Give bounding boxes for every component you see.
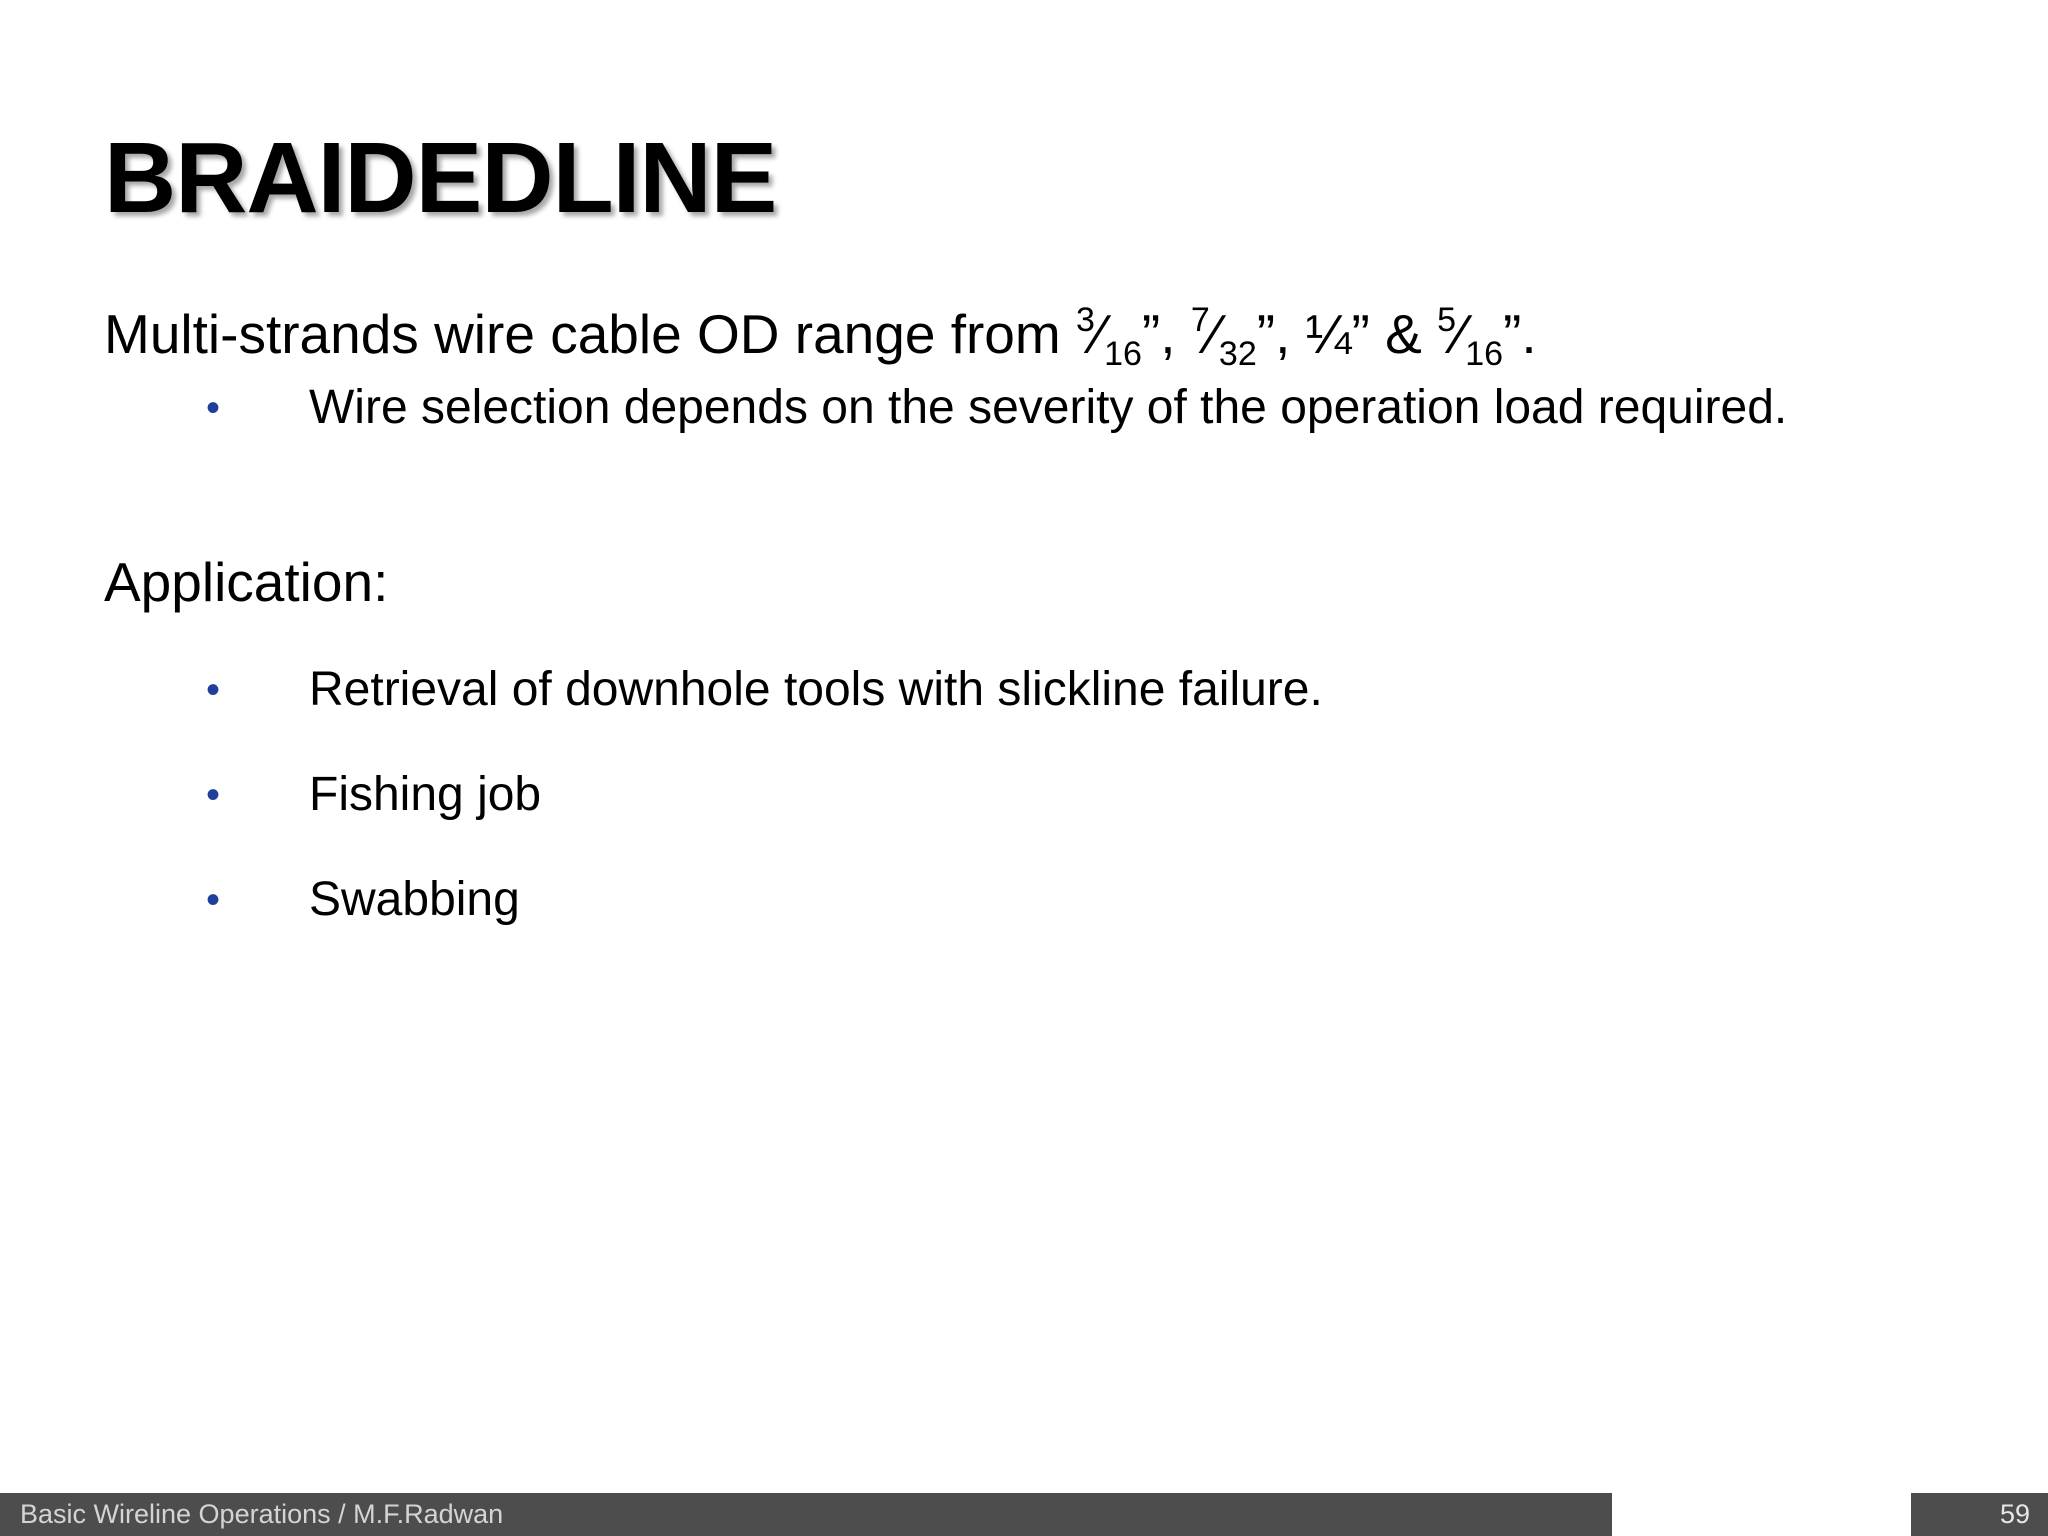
fraction-5-16: $^5⁄_{16}$ bbox=[1437, 301, 1504, 373]
page-number-box bbox=[1911, 1493, 2048, 1536]
intro-sep-2: ”, bbox=[1256, 303, 1306, 365]
footer-text: Basic Wireline Operations / M.F.Radwan bbox=[20, 1499, 504, 1529]
slide-title: BRAIDEDLINE bbox=[104, 122, 777, 234]
intro-lead: Multi-strands wire cable OD range from bbox=[104, 303, 1076, 365]
fraction-3-16: $^3⁄_{16}$ bbox=[1075, 301, 1142, 373]
page-number: 59 bbox=[1999, 1499, 2030, 1529]
intro-end: ”. bbox=[1503, 303, 1537, 365]
bullet-icon: • bbox=[206, 386, 221, 430]
application-heading: Application: bbox=[104, 551, 389, 613]
intro-sep-1: ”, bbox=[1141, 303, 1191, 365]
intro-text bbox=[104, 301, 1537, 373]
bullet-text: Wire selection depends on the severity of the operation load required. bbox=[309, 381, 1788, 434]
bullet-icon: • bbox=[206, 773, 221, 817]
bullet-icon: • bbox=[206, 668, 221, 712]
footer-bar bbox=[0, 1493, 1612, 1536]
fraction-7-32: $^7⁄_{32}$ bbox=[1190, 301, 1257, 373]
bullet-icon: • bbox=[206, 878, 221, 922]
intro-quarter: ¼” & bbox=[1305, 303, 1438, 365]
bullet-text: Fishing job bbox=[309, 768, 542, 821]
bullet-text: Retrieval of downhole tools with slickline failure. bbox=[309, 663, 1323, 716]
bullet-text: Swabbing bbox=[309, 873, 520, 926]
